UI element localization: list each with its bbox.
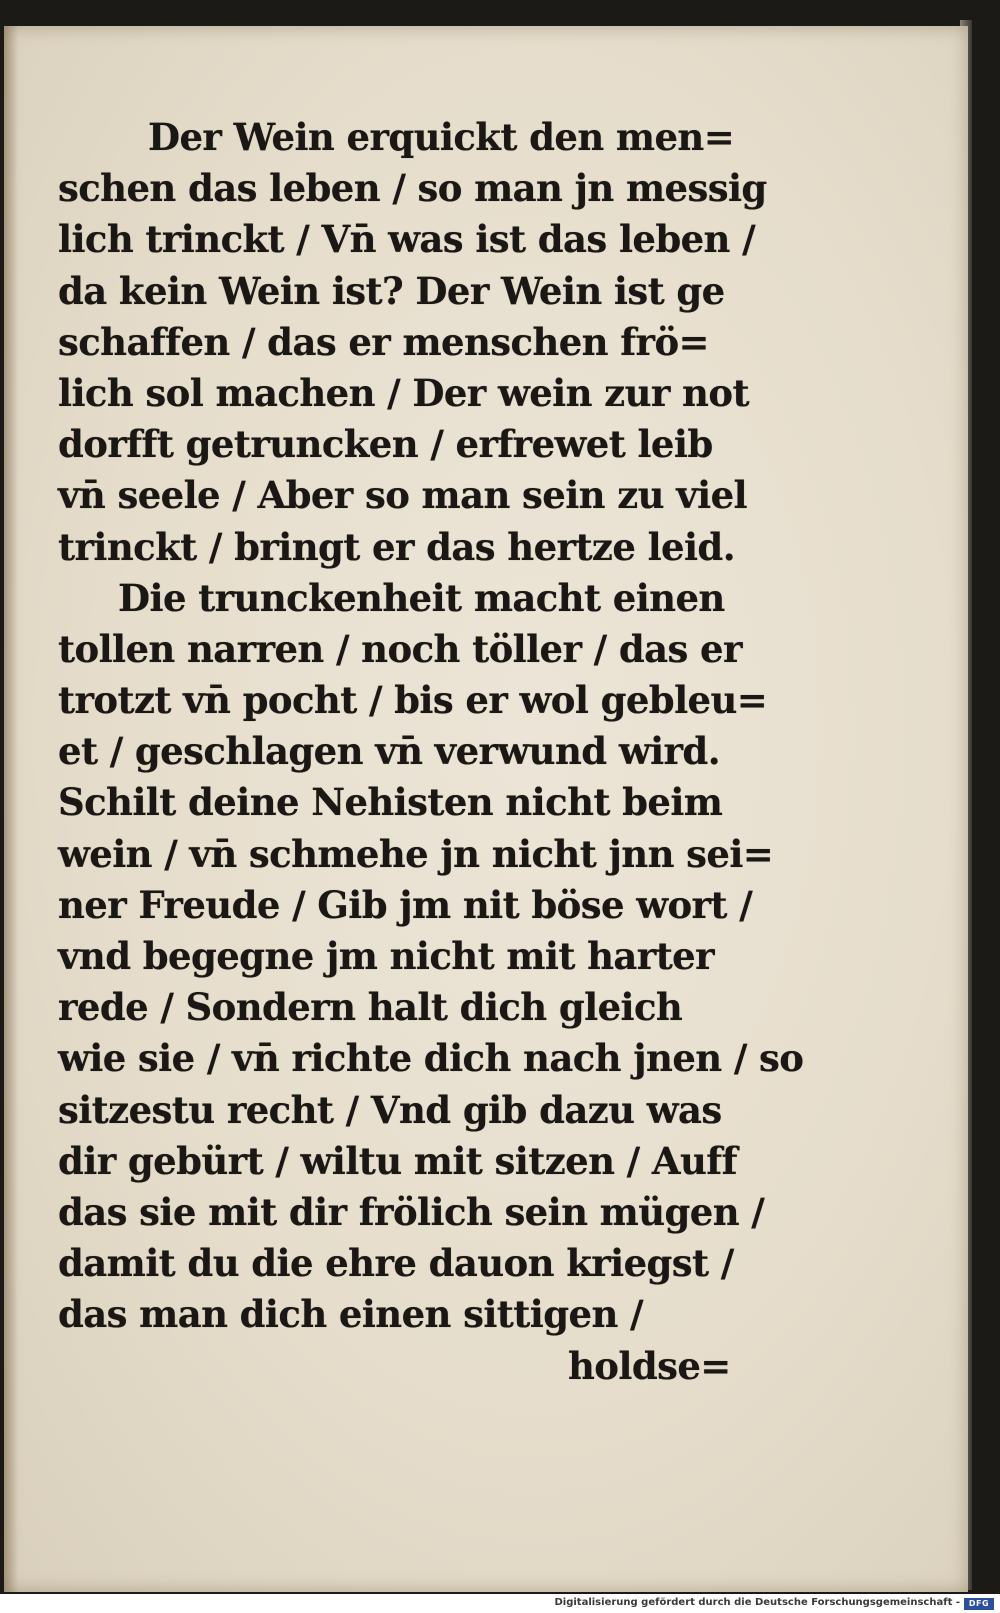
text-line: da kein Wein ist? Der Wein ist ge [58, 268, 725, 313]
funding-credit: Digitalisierung gefördert durch die Deutsche Forschungsgemeinschaft - [554, 1597, 960, 1608]
text-line: damit du die ehre dauon kriegst / [58, 1241, 734, 1286]
text-line: rede / Sondern halt dich gleich [58, 985, 683, 1030]
footer-bar [0, 1596, 1000, 1613]
book-page [4, 26, 968, 1592]
text-line: dir gebürt / wiltu mit sitzen / Auff [58, 1138, 737, 1183]
text-line: trotzt vn̄ pocht / bis er wol gebleu= [58, 678, 768, 723]
text-line: lich trinckt / Vn̄ was ist das leben / [58, 217, 756, 262]
text-line: schen das leben / so man jn messig [58, 166, 767, 211]
text-line: ner Freude / Gib jm nit böse wort / [58, 882, 753, 927]
text-line: wie sie / vn̄ richte dich nach jnen / so [58, 1036, 804, 1081]
text-line: das man dich einen sittigen / [58, 1292, 643, 1337]
text-line: wein / vn̄ schmehe jn nicht jnn sei= [58, 831, 774, 876]
text-line: lich sol machen / Der wein zur not [58, 370, 749, 415]
text-line: Schilt deine Nehisten nicht beim [58, 780, 723, 825]
text-line: tollen narren / noch töller / das er [58, 626, 742, 671]
text-line: trinckt / bringt er das hertze leid. [58, 524, 735, 569]
text-line: vn̄ seele / Aber so man sein zu viel [58, 473, 748, 518]
catchword: holdse= [568, 1343, 731, 1388]
text-line: vnd begegne jm nicht mit harter [58, 934, 715, 978]
text-line: Die trunckenheit macht einen [118, 575, 725, 620]
blackletter-text-block [58, 112, 804, 1392]
text-line: das sie mit dir frölich sein mügen / [58, 1189, 765, 1234]
text-line: schaffen / das er menschen frö= [58, 319, 709, 364]
text-line: et / geschlagen vn̄ verwund wird. [58, 729, 720, 774]
text-line: Der Wein erquickt den men= [148, 115, 735, 159]
text-line: sitzestu recht / Vnd gib dazu was [58, 1087, 722, 1132]
text-line: dorfft getruncken / erfrewet leib [58, 422, 713, 467]
dfg-logo-icon: DFG [964, 1598, 994, 1610]
